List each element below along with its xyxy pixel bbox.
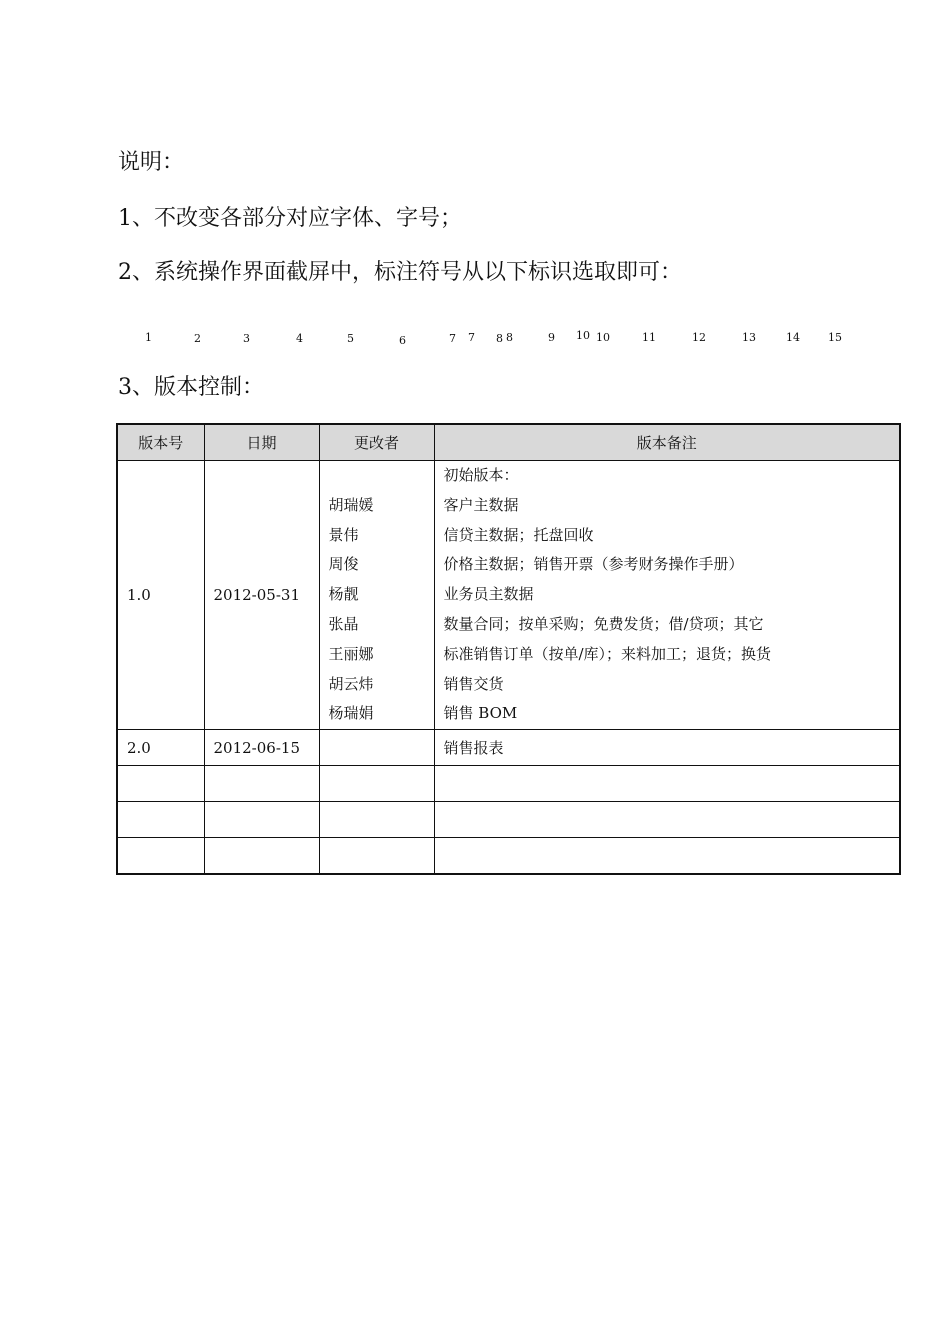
symbol-14: 14 [786,331,800,344]
empty-cell [319,838,434,875]
empty-cell [319,766,434,802]
annotation-symbols [0,322,950,352]
symbol-7a: 7 [449,332,456,345]
author-line: 胡云炜 [328,674,374,693]
table-row-empty [117,838,900,875]
note-line: 客户主数据 [443,495,519,514]
symbol-10b: 10 [596,331,610,344]
empty-cell [434,802,900,838]
header-author: 更改者 [319,424,434,461]
cell-author [319,730,434,766]
note-line: 销售交货 [443,674,504,693]
symbol-15: 15 [828,331,842,344]
note-line: 标准销售订单（按单/库）；来料加工；退货；换货 [443,644,772,663]
author-line: 景伟 [328,525,359,544]
note-line: 初始版本： [443,466,519,484]
author-line: 王丽娜 [328,644,374,663]
symbol-13: 13 [742,331,756,344]
table-row [117,461,900,730]
cell-version: 1.0 [117,461,204,730]
instruction-item-2: 2、系统操作界面截屏中，标注符号从以下标识选取即可： [118,260,682,285]
empty-cell [117,802,204,838]
symbol-7b: 7 [468,331,475,344]
empty-cell [117,766,204,802]
table-row-empty [117,802,900,838]
symbol-8b: 8 [506,331,513,344]
empty-cell [204,766,319,802]
instruction-item-3: 3、版本控制： [118,375,264,400]
note-line: 信贷主数据；托盘回收 [443,525,594,544]
note-line: 业务员主数据 [443,585,534,604]
symbol-10a: 10 [576,329,590,342]
note-line: 数量合同；按单采购；免费发货；借/贷项；其它 [443,614,764,633]
author-line [329,461,434,491]
symbol-4: 4 [296,332,303,345]
cell-date: 2012-05-31 [204,461,319,730]
note-line: 价格主数据；销售开票（参考财务操作手册） [443,555,744,574]
cell-version: 2.0 [117,730,204,766]
symbol-11: 11 [642,331,656,344]
symbol-1: 1 [145,331,152,344]
header-notes: 版本备注 [434,424,900,461]
cell-notes [434,461,900,730]
author-line: 张晶 [328,614,359,633]
empty-cell [434,838,900,875]
cell-date: 2012-06-15 [204,730,319,766]
header-date: 日期 [204,424,319,461]
note-line: 销售 BOM [443,704,518,723]
cell-authors [319,461,434,730]
table-row [117,730,900,766]
symbol-3: 3 [243,332,250,345]
empty-cell [204,838,319,875]
symbol-8a: 8 [496,332,503,345]
author-line: 周俊 [328,555,359,574]
instruction-item-1: 1、不改变各部分对应字体、字号； [118,206,462,231]
header-version: 版本号 [117,424,204,461]
empty-cell [319,802,434,838]
author-line: 杨瑞娟 [328,704,374,723]
empty-cell [204,802,319,838]
symbol-9: 9 [548,331,555,344]
symbol-5: 5 [347,332,354,345]
symbol-2: 2 [194,332,201,345]
section-heading: 说明： [118,150,185,175]
cell-notes: 销售报表 [434,730,900,766]
empty-cell [434,766,900,802]
author-line: 杨靓 [328,585,359,604]
table-header-row [117,424,900,461]
version-control-table [116,423,901,875]
empty-cell [117,838,204,875]
symbol-12: 12 [692,331,706,344]
author-line: 胡瑞媛 [328,495,374,514]
table-row-empty [117,766,900,802]
symbol-6: 6 [399,334,406,347]
